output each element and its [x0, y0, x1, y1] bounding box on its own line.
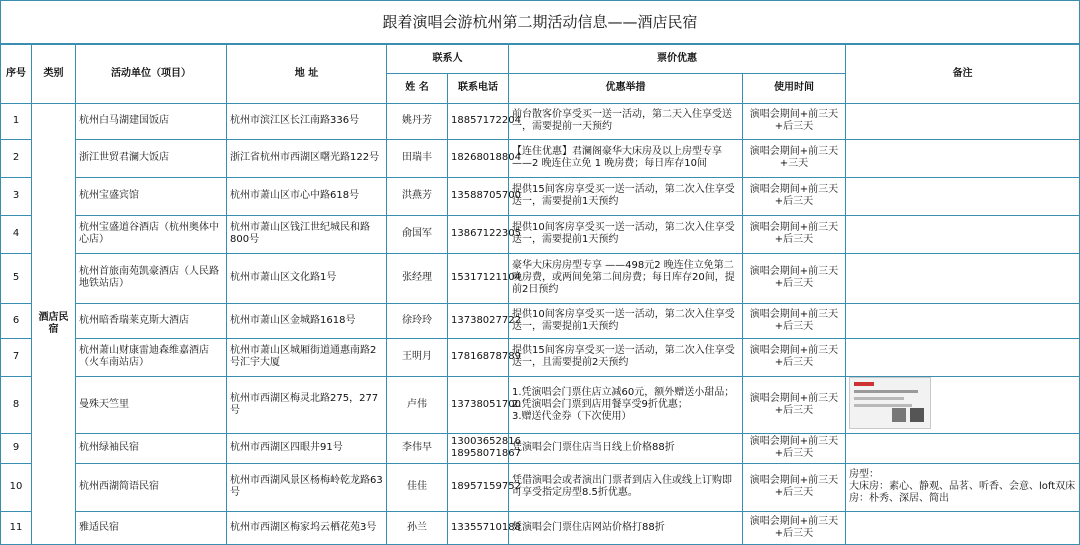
contact-name-cell: 佳佳: [387, 463, 448, 511]
address-cell: 浙江省杭州市西湖区曙光路122号: [227, 139, 387, 177]
usage-time-cell: 演唱会期间+前三天+后三天: [743, 253, 846, 303]
unit-cell: 浙江世贸君澜大饭店: [76, 139, 227, 177]
unit-cell: 杭州绿袖民宿: [76, 433, 227, 463]
address-cell: 杭州市西湖区梅家坞云栖花苑3号: [227, 511, 387, 544]
usage-time-cell: 演唱会期间+前三天+后三天: [743, 511, 846, 544]
category-cell: 酒店民宿: [32, 103, 76, 544]
phone-cell: 15317121104: [448, 253, 509, 303]
unit-cell: 杭州首旅南苑凯豪酒店（人民路地铁站店）: [76, 253, 227, 303]
offer-cell: 1.凭演唱会门票住店立减60元，额外赠送小甜品； 2.凭演唱会门票到店用餐享受9折优惠； 3.赠送代金券（下次使用）: [509, 376, 743, 433]
offer-cell: 豪华大床房房型专享 ——498元2 晚连住立免第二晚房费，或两间免第二间房费；每日库存20间，提前2日预约: [509, 253, 743, 303]
row-number: 6: [1, 303, 32, 338]
row-number: 10: [1, 463, 32, 511]
usage-time-cell: 演唱会期间+前三天+后三天: [743, 376, 846, 433]
address-cell: 杭州市萧山区钱江世纪城民和路800号: [227, 215, 387, 253]
remark-cell: [846, 303, 1080, 338]
address-cell: 杭州市萧山区城厢街道通惠南路2号汇宇大厦: [227, 338, 387, 376]
address-cell: 杭州市西湖区四眼井91号: [227, 433, 387, 463]
usage-time-cell: 演唱会期间+前三天+三天: [743, 139, 846, 177]
unit-cell: 杭州白马湖建国饭店: [76, 103, 227, 139]
remark-cell: [846, 376, 1080, 433]
offer-cell: 【连住优惠】君澜阁豪华大床房及以上房型专享——2 晚连住立免 1 晚房费；每日库存10间: [509, 139, 743, 177]
row-number: 11: [1, 511, 32, 544]
remark-cell: [846, 177, 1080, 215]
row-number: 9: [1, 433, 32, 463]
address-cell: 杭州市滨江区长江南路336号: [227, 103, 387, 139]
offer-cell: 提供10间客房享受买一送一活动，第二次入住享受送一，需要提前1天预约: [509, 215, 743, 253]
header-name: 姓 名: [387, 73, 448, 103]
unit-cell: 杭州宝盛道谷酒店（杭州奥体中心店）: [76, 215, 227, 253]
header-ticket: 票价优惠: [509, 44, 846, 73]
offer-cell: 提供10间客房享受买一送一活动，第二次入住享受送一，需要提前1天预约: [509, 303, 743, 338]
header-phone: 联系电话: [448, 73, 509, 103]
table-body: [1, 103, 1080, 544]
usage-time-cell: 演唱会期间+前三天+后三天: [743, 303, 846, 338]
contact-name-cell: 姚丹芳: [387, 103, 448, 139]
remark-cell: [846, 253, 1080, 303]
usage-time-cell: 演唱会期间+前三天+后三天: [743, 177, 846, 215]
unit-cell: 雅适民宿: [76, 511, 227, 544]
contact-name-cell: 孙兰: [387, 511, 448, 544]
header-category: 类别: [32, 44, 76, 103]
header-address: 地 址: [227, 44, 387, 103]
contact-name-cell: 洪燕芳: [387, 177, 448, 215]
row-number: 2: [1, 139, 32, 177]
table-row: [1, 511, 1080, 544]
table-row: [1, 463, 1080, 511]
header-unit: 活动单位（项目）: [76, 44, 227, 103]
table-row: [1, 433, 1080, 463]
usage-time-cell: 演唱会期间+前三天+后三天: [743, 103, 846, 139]
contact-name-cell: 张经理: [387, 253, 448, 303]
phone-cell: 18957159752: [448, 463, 509, 511]
row-number: 7: [1, 338, 32, 376]
unit-cell: 曼殊天竺里: [76, 376, 227, 433]
phone-cell: 13588705700: [448, 177, 509, 215]
unit-cell: 杭州萧山财康雷迪森维嘉酒店（火车南站店）: [76, 338, 227, 376]
usage-time-cell: 演唱会期间+前三天+后三天: [743, 215, 846, 253]
address-cell: 杭州市西湖区梅灵北路275，277号: [227, 376, 387, 433]
row-number: 1: [1, 103, 32, 139]
phone-cell: 17816878789: [448, 338, 509, 376]
contact-name-cell: 田瑞丰: [387, 139, 448, 177]
header-contact: 联系人: [387, 44, 509, 73]
phone-cell: 18268018804: [448, 139, 509, 177]
table-row: [1, 103, 1080, 139]
usage-time-cell: 演唱会期间+前三天+后三天: [743, 463, 846, 511]
address-cell: 杭州市萧山区金城路1618号: [227, 303, 387, 338]
business-card-thumbnail-icon: [849, 377, 931, 429]
phone-cell: 13738051700: [448, 376, 509, 433]
address-cell: 杭州市萧山区文化路1号: [227, 253, 387, 303]
offer-cell: 提供15间客房享受买一送一活动，第二次入住享受送一，且需要提前2天预约: [509, 338, 743, 376]
offer-cell: 凭演唱会门票住店网站价格打88折: [509, 511, 743, 544]
table-row: [1, 139, 1080, 177]
phone-cell: 18857172204: [448, 103, 509, 139]
remark-cell: [846, 511, 1080, 544]
table-row: [1, 338, 1080, 376]
table-row: [1, 253, 1080, 303]
row-number: 5: [1, 253, 32, 303]
contact-name-cell: 徐玲玲: [387, 303, 448, 338]
phone-cell: 13355710188: [448, 511, 509, 544]
header-time: 使用时间: [743, 73, 846, 103]
usage-time-cell: 演唱会期间+前三天+后三天: [743, 433, 846, 463]
remark-cell: [846, 338, 1080, 376]
unit-cell: 杭州暗香瑞莱克斯大酒店: [76, 303, 227, 338]
address-cell: 杭州市萧山区市心中路618号: [227, 177, 387, 215]
row-number: 3: [1, 177, 32, 215]
offer-cell: 前台散客价享受买一送一活动，第二天入住享受送一，需要提前一天预约: [509, 103, 743, 139]
usage-time-cell: 演唱会期间+前三天+后三天: [743, 338, 846, 376]
remark-cell: 房型： 大床房：素心、静观、品茗、听香、会意、loft双床房：朴秀、深居、简出: [846, 463, 1080, 511]
remark-cell: [846, 139, 1080, 177]
contact-name-cell: 李伟早: [387, 433, 448, 463]
remark-cell: [846, 433, 1080, 463]
contact-name-cell: 卢伟: [387, 376, 448, 433]
table-row: [1, 215, 1080, 253]
offer-cell: 提供15间客房享受买一送一活动，第二次入住享受送一，需要提前1天预约: [509, 177, 743, 215]
header-offer: 优惠举措: [509, 73, 743, 103]
contact-name-cell: 俞国军: [387, 215, 448, 253]
remark-cell: [846, 103, 1080, 139]
phone-cell: 13003652816 18958071867: [448, 433, 509, 463]
table-row: [1, 376, 1080, 433]
unit-cell: 杭州西湖简语民宿: [76, 463, 227, 511]
phone-cell: 13867122305: [448, 215, 509, 253]
row-number: 8: [1, 376, 32, 433]
phone-cell: 13738027722: [448, 303, 509, 338]
page-title: 跟着演唱会游杭州第二期活动信息——酒店民宿: [1, 1, 1080, 45]
offer-cell: 凭演唱会门票住店当日线上价格88折: [509, 433, 743, 463]
offer-cell: 凭借演唱会或者演出门票者到店入住或线上订购即可享受指定房型8.5折优惠。: [509, 463, 743, 511]
table-row: [1, 177, 1080, 215]
unit-cell: 杭州宝盛宾馆: [76, 177, 227, 215]
header-no: 序号: [1, 44, 32, 103]
remark-cell: [846, 215, 1080, 253]
table-row: [1, 303, 1080, 338]
address-cell: 杭州市西湖风景区杨梅岭乾龙路63号: [227, 463, 387, 511]
header-remark: 备注: [846, 44, 1080, 103]
row-number: 4: [1, 215, 32, 253]
contact-name-cell: 王明月: [387, 338, 448, 376]
